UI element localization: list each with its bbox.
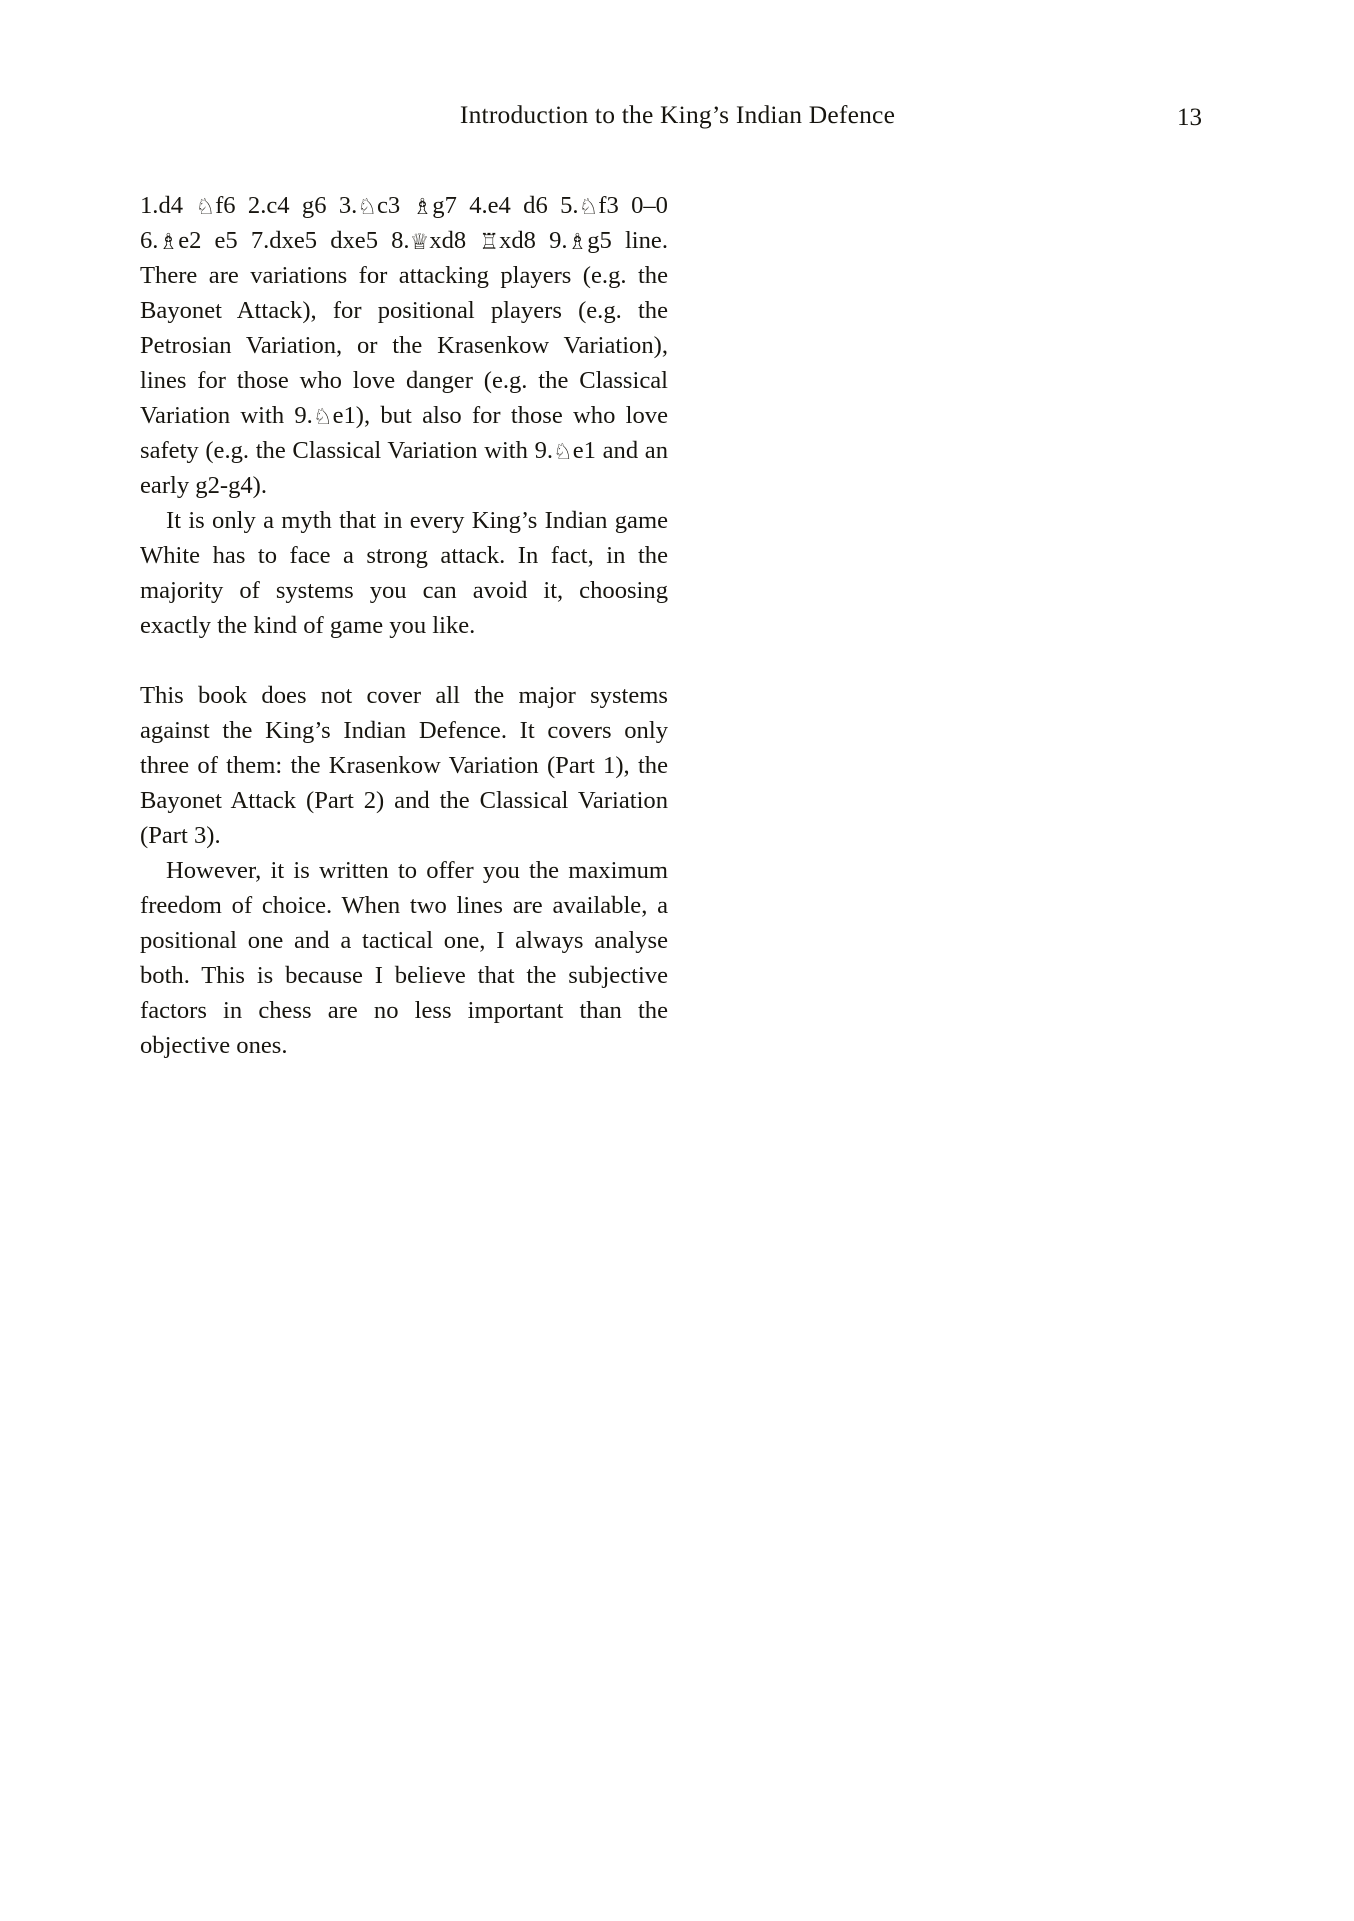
chess-piece-icon: ♗: [567, 230, 588, 255]
chess-piece-icon: ♗: [158, 230, 179, 255]
paragraph-opening-line: [140, 188, 668, 503]
chess-piece-icon: ♘: [195, 195, 216, 220]
paragraph-freedom-paragraph: [140, 853, 668, 1063]
text-run: 1.d4: [140, 192, 196, 219]
chess-piece-icon: ♘: [312, 405, 333, 430]
text-run: e1 and an early g2-g4).: [140, 437, 668, 499]
text-run: c3: [377, 192, 413, 219]
paragraph-coverage-paragraph: [140, 678, 668, 853]
text-run: e1), but also for those who love safety (e.g. the Classical Variation with 9.: [140, 402, 668, 464]
text-run: xd8: [429, 227, 480, 254]
text-run: g5 line. There are variations for attacking players (e.g. the Bayonet Attack), for positional players (e.g. the Petrosian Variation, or the Krasenkow Variation), lines for those who love danger (e.g. the Classical Variation with 9.: [140, 227, 668, 429]
text-run: xd8 9.: [499, 227, 568, 254]
page-number: 13: [1177, 104, 1202, 131]
chess-piece-icon: ♕: [409, 230, 430, 255]
text-run: f6 2.c4 g6 3.: [215, 192, 358, 219]
chess-piece-icon: ♗: [412, 195, 433, 220]
chess-piece-icon: ♘: [553, 440, 573, 465]
chess-piece-icon: ♘: [578, 195, 599, 220]
running-head: [140, 100, 1215, 134]
text-run: f3 0–0 6.: [140, 192, 668, 254]
paragraph-myth-paragraph: [140, 503, 668, 643]
text-column: [140, 188, 668, 1063]
text-run: This book does not cover all the major systems against the King’s Indian Defence. It covers only three of them: the Krasenkow Variation (Part 1), the Bayonet Attack (Part 2) and the Classical Variation (Part 3).: [140, 682, 668, 849]
text-run: g7 4.e4 d6 5.: [432, 192, 579, 219]
text-run: However, it is written to offer you the maximum freedom of choice. When two lines are available, a positional one and a tactical one, I always analyse both. This is because I believe that the subjective factors in chess are no less important than the objective ones.: [140, 857, 668, 1059]
running-head-title: Introduction to the King’s Indian Defence: [459, 100, 896, 129]
text-run: e2 e5 7.dxe5 dxe5 8.: [178, 227, 410, 254]
chess-piece-icon: ♖: [479, 230, 500, 255]
chess-piece-icon: ♘: [357, 195, 377, 220]
text-run: It is only a myth that in every King’s Indian game White has to face a strong attack. In fact, in the majority of systems you can avoid it, choosing exactly the kind of game you like.: [140, 507, 668, 639]
